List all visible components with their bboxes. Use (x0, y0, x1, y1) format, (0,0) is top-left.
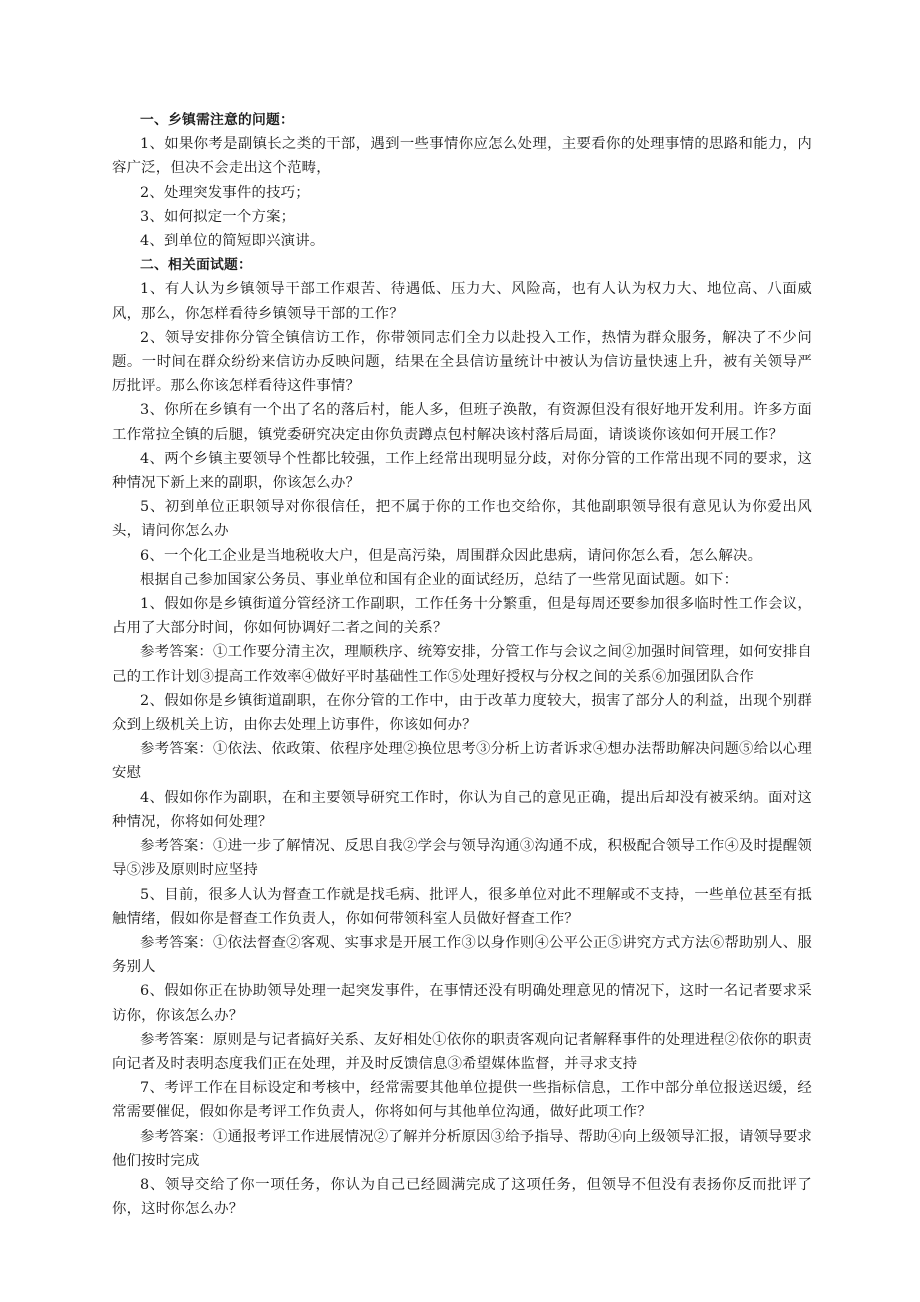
paragraph: 2、假如你是乡镇街道副职，在你分管的工作中，由于改革力度较大，损害了部分人的利益，出现个别群众到上级机关上访，由你去处理上访事件，你该如何办？ (112, 692, 812, 734)
paragraph: 4、假如你作为副职，在和主要领导研究工作时，你认为自己的意见正确，提出后却没有被采纳。面对这种情况，你将如何处理？ (112, 789, 812, 830)
paragraph: 根据自己参加国家公务员、事业单位和国有企业的面试经历，总结了一些常见面试题。如下： (140, 571, 739, 588)
answer-paragraph: 参考答案：①工作要分清主次，理顺秩序、统筹安排，分管工作与会议之间②加强时间管理，如何安排自己的工作计划③提高工作效率④做好平时基础性工作⑤处理好授权与分权之间的关系⑥加强团队合作 (112, 644, 812, 685)
answer-paragraph: 参考答案：原则是与记者搞好关系、友好相处①依你的职责客观向记者解释事件的处理进程②依你的职责向记者及时表明态度我们正在处理，并及时反馈信息③希望媒体监督，并寻求支持 (112, 1031, 812, 1072)
paragraph: 8、领导交给了你一项任务，你认为自己已经圆满完成了这项任务，但领导不但没有表扬你反而批评了你，这时你怎么办？ (112, 1176, 812, 1218)
answer-paragraph: 参考答案：①通报考评工作进展情况②了解并分析原因③给予指导、帮助④向上级领导汇报，请领导要求他们按时完成 (112, 1128, 812, 1169)
paragraph: 6、假如你正在协助领导处理一起突发事件，在事情还没有明确处理意见的情况下，这时一名记者要求采访你，你该怎么办？ (112, 983, 812, 1024)
paragraph: 4、两个乡镇主要领导个性都比较强，工作上经常出现明显分歧，对你分管的工作常出现不同的要求，这种情况下新上来的副职，你该怎么办？ (112, 450, 812, 492)
paragraph: 4、到单位的简短即兴演讲。 (140, 233, 325, 250)
section-heading-issues: 一、乡镇需注意的问题： (140, 112, 294, 128)
answer-paragraph: 参考答案：①依法督查②客观、实事求是开展工作③以身作则④公平公正⑤讲究方式方法⑥帮助别人、服务别人 (112, 934, 812, 976)
answer-paragraph: 参考答案：①依法、依政策、依程序处理②换位思考③分析上访者诉求④想办法帮助解决问题⑤给以心理安慰 (112, 741, 812, 782)
paragraph: 3、你所在乡镇有一个出了名的落后村，能人多，但班子涣散，有资源但没有很好地开发利用。许多方面工作常拉全镇的后腿，镇党委研究决定由你负责蹲点包村解决该村落后局面，请谈谈你该如何开展工作？ (112, 402, 812, 443)
paragraph: 5、初到单位正职领导对你很信任，把不属于你的工作也交给你，其他副职领导很有意见认为你爱出风头，请问你怎么办 (112, 499, 812, 540)
paragraph: 7、考评工作在目标设定和考核中，经常需要其他单位提供一些指标信息，工作中部分单位报送迟缓，经常需要催促，假如你是考评工作负责人，你将如何与其他单位沟通，做好此项工作？ (112, 1080, 812, 1121)
paragraph: 5、目前，很多人认为督查工作就是找毛病、批评人，很多单位对此不理解或不支持，一些单位甚至有抵触情绪，假如你是督查工作负责人，你如何带领科室人员做好督查工作？ (112, 886, 812, 927)
paragraph: 1、假如你是乡镇街道分管经济工作副职，工作任务十分繁重，但是每周还要参加很多临时性工作会议，占用了大部分时间，你如何协调好二者之间的关系？ (112, 596, 812, 637)
paragraph: 1、如果你考是副镇长之类的干部，遇到一些事情你应怎么处理，主要看你的处理事情的思路和能力，内容广泛，但决不会走出这个范畴， (112, 136, 812, 177)
document-page (112, 108, 812, 1221)
paragraph: 1、有人认为乡镇领导干部工作艰苦、待遇低、压力大、风险高，也有人认为权力大、地位高、八面威风，那么，你怎样看待乡镇领导干部的工作？ (112, 281, 812, 322)
paragraph: 3、如何拟定一个方案； (140, 208, 296, 225)
paragraph: 6、一个化工企业是当地税收大户，但是高污染，周围群众因此患病，请问你怎么看，怎么解决。 (140, 547, 763, 564)
section-heading-questions: 二、相关面试题： (140, 257, 252, 274)
answer-paragraph: 参考答案：①进一步了解情况、反思自我②学会与领导沟通③沟通不成，积极配合领导工作④及时提醒领导⑤涉及原则时应坚持 (112, 838, 812, 879)
paragraph: 2、处理突发事件的技巧； (140, 184, 310, 201)
paragraph: 2、领导安排你分管全镇信访工作，你带领同志们全力以赴投入工作，热情为群众服务，解决了不少问题。一时间在群众纷纷来信访办反映问题，结果在全县信访量统计中被认为信访量快速上升，被有关领导严厉批评。那么你该怎样看待这件事情？ (112, 329, 812, 395)
